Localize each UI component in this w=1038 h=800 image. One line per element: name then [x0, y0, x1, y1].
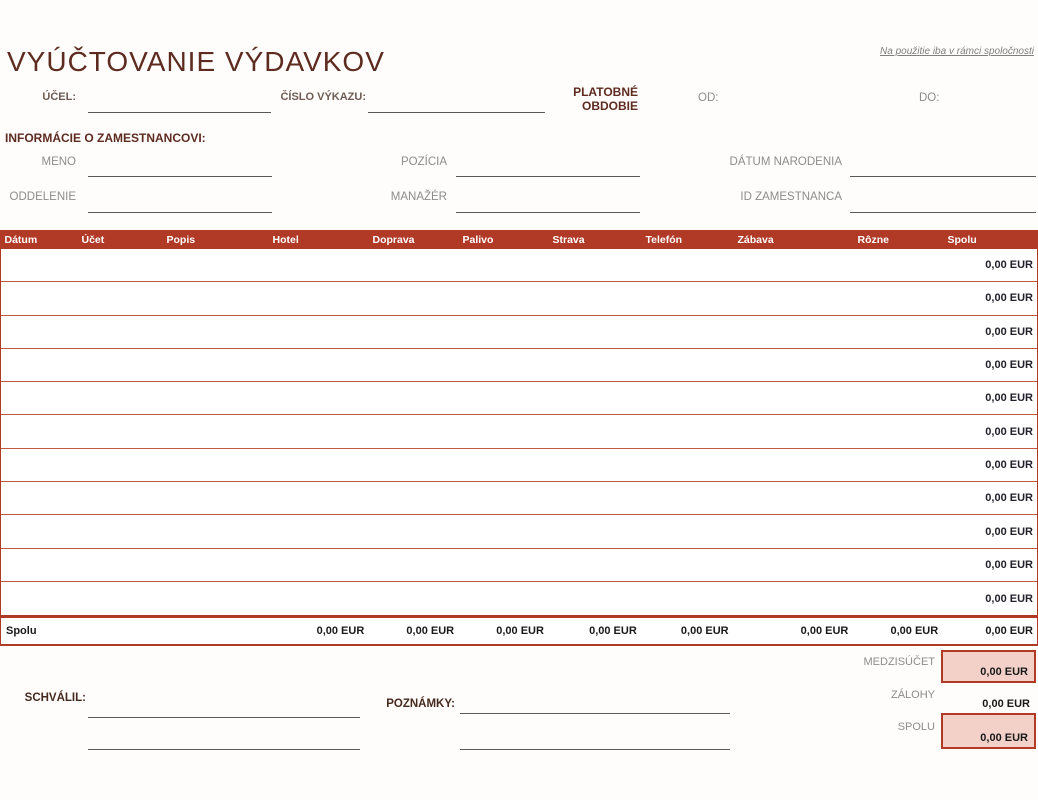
name-label: MENO [41, 156, 76, 168]
notes-field-2[interactable] [460, 732, 730, 750]
column-header-5: Doprava [372, 233, 415, 246]
notes-label: POZNÁMKY: [386, 698, 455, 710]
manager-field[interactable] [456, 195, 640, 213]
row-total-value: 0,00 EUR [985, 292, 1033, 305]
grand-total-box [941, 713, 1036, 749]
table-row[interactable] [1, 316, 1037, 349]
column-total-value: 0,00 EUR [800, 625, 849, 638]
advances-box[interactable] [941, 683, 1036, 713]
approved-by-label: SCHVÁLIL: [24, 692, 86, 704]
table-row[interactable] [1, 482, 1037, 515]
column-header-4: Hotel [272, 233, 299, 246]
table-row[interactable] [1, 449, 1037, 482]
column-header-2: Účet [81, 233, 105, 246]
grand-total-label: SPOLU [897, 721, 935, 733]
column-total-value: 0,00 EUR [316, 625, 365, 638]
column-total-value: 0,00 EUR [589, 625, 637, 638]
internal-use-note: Na použitie iba v rámci spoločnosti [880, 46, 1034, 57]
column-header-11: Spolu [947, 233, 977, 246]
column-header-8: Telefón [645, 233, 683, 246]
column-header-9: Zábava [737, 233, 774, 246]
table-row[interactable] [1, 382, 1037, 415]
report-number-field[interactable] [368, 95, 545, 113]
to-label: DO: [919, 92, 940, 104]
employee-id-label: ID ZAMESTNANCA [740, 191, 842, 203]
row-total-value: 0,00 EUR [985, 359, 1033, 372]
row-total-value: 0,00 EUR [985, 259, 1033, 272]
table-row[interactable] [1, 249, 1037, 282]
expense-table [0, 230, 1038, 646]
name-field[interactable] [88, 159, 272, 177]
totals-row-label: Spolu [6, 625, 37, 638]
grand-total-value: 0,00 EUR [980, 732, 1028, 744]
position-label: POZÍCIA [400, 156, 447, 168]
row-total-value: 0,00 EUR [985, 458, 1033, 471]
row-total-value: 0,00 EUR [985, 525, 1033, 538]
notes-field-1[interactable] [460, 696, 730, 714]
subtotal-label: MEDZISÚČET [863, 656, 935, 668]
row-total-value: 0,00 EUR [985, 558, 1033, 571]
position-field[interactable] [456, 159, 640, 177]
table-row[interactable] [1, 515, 1037, 548]
pay-period-line1: PLATOBNÉ [573, 85, 638, 99]
approved-by-field-2[interactable] [88, 732, 360, 750]
purpose-label: ÚČEL: [42, 91, 76, 103]
subtotal-value: 0,00 EUR [980, 666, 1028, 678]
dob-label: DÁTUM NARODENIA [729, 156, 842, 168]
advances-value: 0,00 EUR [982, 698, 1030, 710]
pay-period-label [540, 85, 638, 113]
department-label: ODDELENIE [9, 191, 76, 203]
manager-label: MANAŽÉR [390, 191, 447, 203]
expense-rows [1, 249, 1037, 615]
column-total-value: 0,00 EUR [890, 625, 939, 638]
table-row[interactable] [1, 349, 1037, 382]
column-header-6: Palivo [462, 233, 494, 246]
purpose-field[interactable] [88, 95, 271, 113]
from-label: OD: [698, 92, 719, 104]
table-row[interactable] [1, 582, 1037, 615]
totals-row [1, 615, 1037, 646]
column-header-7: Strava [552, 233, 585, 246]
dob-field[interactable] [850, 159, 1036, 177]
row-total-value: 0,00 EUR [985, 325, 1033, 338]
department-field[interactable] [88, 195, 272, 213]
row-total-value: 0,00 EUR [985, 425, 1033, 438]
column-header-3: Popis [166, 233, 196, 246]
column-header-10: Rôzne [857, 233, 889, 246]
table-header-row [0, 230, 1038, 249]
report-number-label: ČÍSLO VÝKAZU: [280, 91, 366, 103]
table-row[interactable] [1, 282, 1037, 315]
row-total-value: 0,00 EUR [985, 492, 1033, 505]
table-row[interactable] [1, 549, 1037, 582]
column-total-value: 0,00 EUR [496, 625, 544, 638]
subtotal-box [941, 650, 1036, 683]
page-title: VYÚČTOVANIE VÝDAVKOV [7, 46, 385, 77]
pay-period-line2: OBDOBIE [581, 99, 638, 113]
column-total-value: 0,00 EUR [985, 625, 1034, 638]
table-row[interactable] [1, 415, 1037, 448]
row-total-value: 0,00 EUR [985, 592, 1033, 605]
advances-label: ZÁLOHY [890, 689, 935, 701]
row-total-value: 0,00 EUR [985, 392, 1033, 405]
column-header-1: Dátum [4, 233, 38, 246]
column-total-value: 0,00 EUR [406, 625, 455, 638]
column-total-value: 0,00 EUR [680, 625, 729, 638]
employee-info-heading: INFORMÁCIE O ZAMESTNANCOVI: [5, 131, 206, 145]
employee-id-field[interactable] [850, 195, 1036, 213]
